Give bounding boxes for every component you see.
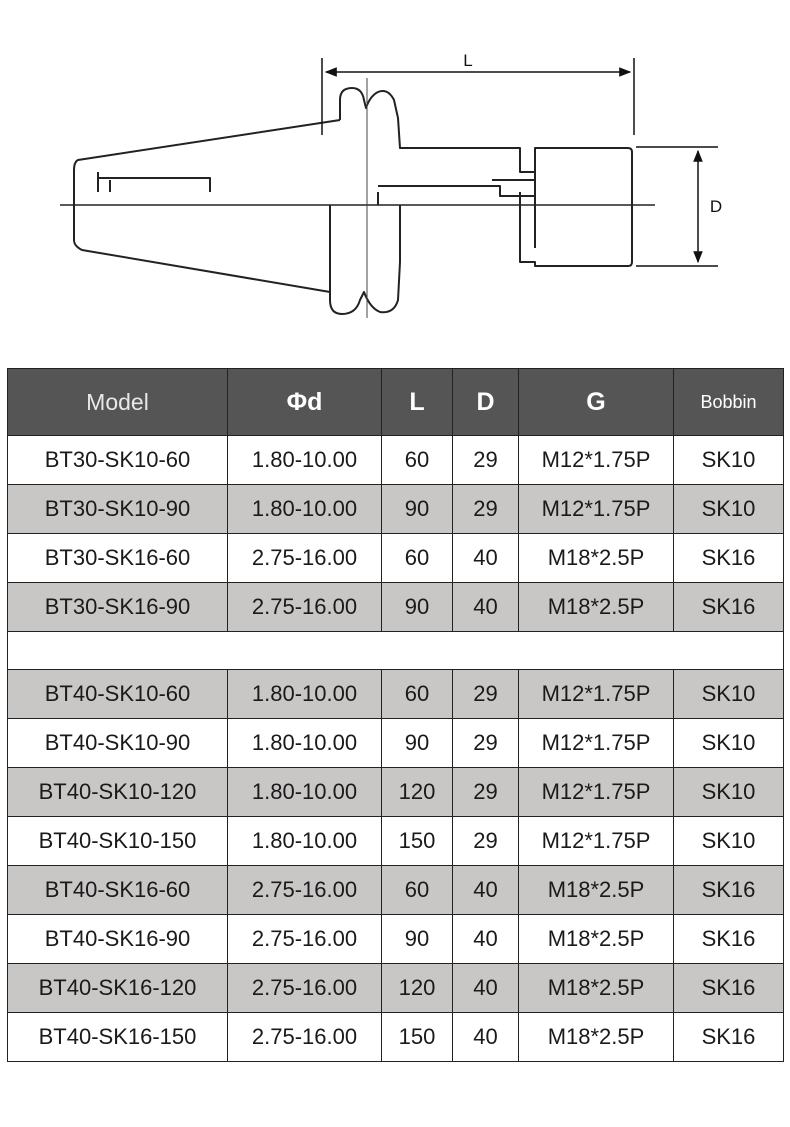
taper-shank [74,120,340,292]
cell-d: 40 [453,915,519,964]
cell-d: 29 [453,719,519,768]
cell-model: BT40-SK10-90 [8,719,228,768]
cell-g: M12*1.75P [519,719,674,768]
header-G: G [519,369,674,436]
cell-bobbin: SK10 [674,436,784,485]
cell-g: M18*2.5P [519,915,674,964]
cell-phid: 2.75-16.00 [228,583,382,632]
group-separator-cell [8,632,784,670]
dimension-L [322,58,634,135]
cell-phid: 2.75-16.00 [228,534,382,583]
cell-phid: 2.75-16.00 [228,1013,382,1062]
cell-d: 29 [453,768,519,817]
table-row [8,866,784,915]
flange-lower [330,205,400,314]
cell-g: M18*2.5P [519,583,674,632]
header-D: D [453,369,519,436]
cell-l: 120 [382,964,453,1013]
cell-g: M12*1.75P [519,817,674,866]
table-body [8,436,784,1062]
cell-l: 60 [382,866,453,915]
table-row [8,1013,784,1062]
cell-l: 150 [382,1013,453,1062]
group-separator-row [8,632,784,670]
cell-l: 90 [382,583,453,632]
cell-phid: 2.75-16.00 [228,915,382,964]
cell-model: BT40-SK10-120 [8,768,228,817]
table-row [8,719,784,768]
cell-model: BT40-SK16-60 [8,866,228,915]
dimension-D-label: D [709,197,723,216]
cell-g: M18*2.5P [519,866,674,915]
cell-l: 120 [382,768,453,817]
cell-l: 60 [382,670,453,719]
cell-l: 60 [382,436,453,485]
dimension-D [636,147,718,266]
cell-bobbin: SK16 [674,583,784,632]
cell-model: BT30-SK10-60 [8,436,228,485]
cell-g: M12*1.75P [519,670,674,719]
bore-top [98,172,535,196]
tool-holder-drawing [0,0,790,340]
cell-d: 29 [453,670,519,719]
cell-g: M18*2.5P [519,1013,674,1062]
spec-table [7,368,784,1062]
cell-l: 60 [382,534,453,583]
cell-bobbin: SK10 [674,768,784,817]
cell-phid: 1.80-10.00 [228,670,382,719]
cell-l: 90 [382,485,453,534]
cell-d: 40 [453,866,519,915]
cell-phid: 1.80-10.00 [228,485,382,534]
table-row [8,670,784,719]
cell-l: 90 [382,915,453,964]
cell-bobbin: SK16 [674,866,784,915]
bore-lines [110,180,378,205]
table-row [8,436,784,485]
cell-bobbin: SK16 [674,915,784,964]
cell-model: BT40-SK16-150 [8,1013,228,1062]
cell-bobbin: SK10 [674,817,784,866]
cell-model: BT30-SK16-60 [8,534,228,583]
table-header-row [8,369,784,436]
nut-lines [520,170,535,248]
cell-model: BT40-SK16-120 [8,964,228,1013]
cell-d: 40 [453,1013,519,1062]
cell-phid: 1.80-10.00 [228,817,382,866]
cell-d: 40 [453,534,519,583]
cell-model: BT30-SK10-90 [8,485,228,534]
cell-phid: 2.75-16.00 [228,866,382,915]
cell-bobbin: SK16 [674,1013,784,1062]
flange [340,88,632,266]
cell-d: 29 [453,817,519,866]
header-model: Model [8,369,228,436]
cell-bobbin: SK10 [674,485,784,534]
cell-bobbin: SK16 [674,534,784,583]
cell-g: M12*1.75P [519,768,674,817]
table-row [8,964,784,1013]
dimension-L-label: L [463,51,473,70]
table-row [8,768,784,817]
cell-g: M18*2.5P [519,534,674,583]
cell-d: 40 [453,583,519,632]
table-row [8,485,784,534]
cell-model: BT40-SK10-150 [8,817,228,866]
table-row [8,583,784,632]
cell-phid: 1.80-10.00 [228,719,382,768]
cell-phid: 1.80-10.00 [228,436,382,485]
table-row [8,817,784,866]
header-phid: Φd [228,369,382,436]
cell-bobbin: SK10 [674,719,784,768]
cell-d: 29 [453,485,519,534]
cell-model: BT40-SK10-60 [8,670,228,719]
table-row [8,534,784,583]
header-L: L [382,369,453,436]
header-bobbin: Bobbin [674,369,784,436]
cell-l: 90 [382,719,453,768]
cell-model: BT30-SK16-90 [8,583,228,632]
cell-model: BT40-SK16-90 [8,915,228,964]
cell-g: M12*1.75P [519,485,674,534]
cell-g: M12*1.75P [519,436,674,485]
cell-d: 40 [453,964,519,1013]
cell-bobbin: SK10 [674,670,784,719]
cell-d: 29 [453,436,519,485]
table-row [8,915,784,964]
cell-bobbin: SK16 [674,964,784,1013]
cell-l: 150 [382,817,453,866]
cell-phid: 2.75-16.00 [228,964,382,1013]
cell-phid: 1.80-10.00 [228,768,382,817]
cell-g: M18*2.5P [519,964,674,1013]
